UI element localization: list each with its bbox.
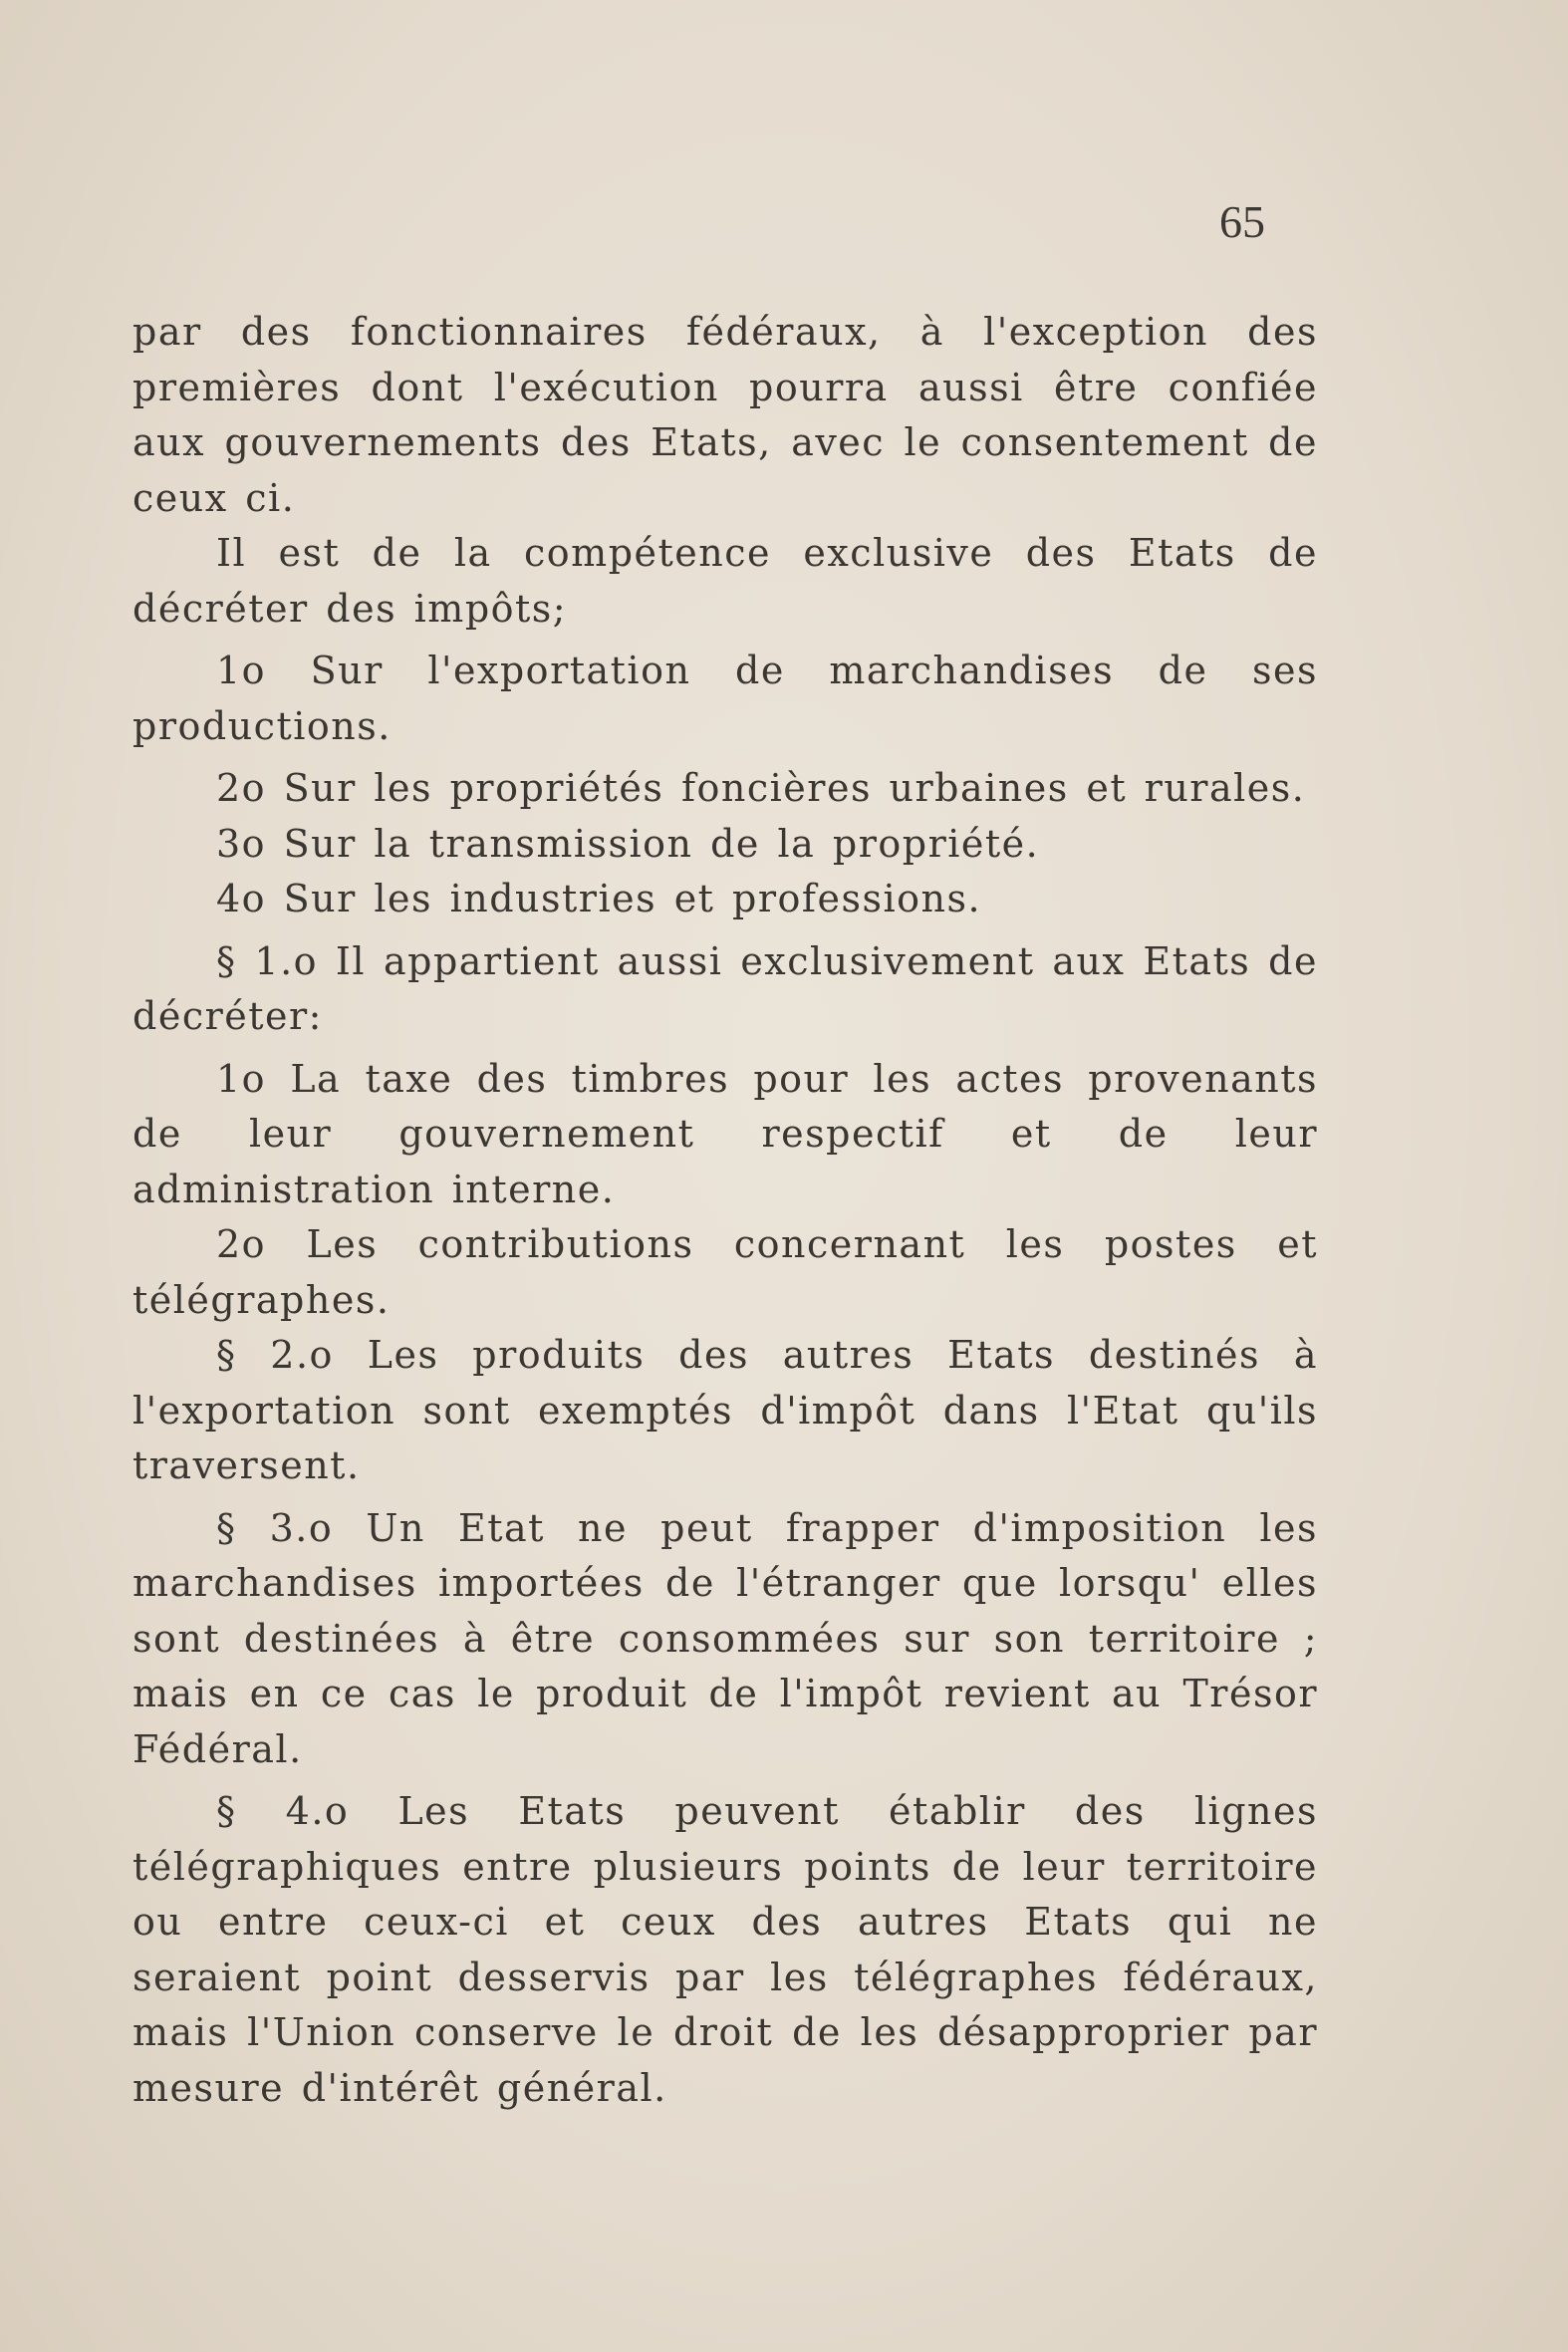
- paragraph-section-3: § 3.o Un Etat ne peut frapper d'imposition les marchandises importées de l'étranger que lorsqu' elles sont destinées à être consommées sur son territoire ; mais en ce cas le produit de l'impôt revient au Trésor Fédéral.: [132, 1505, 1318, 1771]
- paragraph-section-4: § 4.o Les Etats peuvent établir des lignes télégraphiques entre plusieurs points de leur territoire ou entre ceux-ci et ceux des autres Etats qui ne seraient point desservis par les télégraphes fédéraux, mais l'Union conserve le droit de les désapproprier par mesure d'intérêt général.: [132, 1789, 1318, 2110]
- paragraph-section-2: § 2.o Les produits des autres Etats destinés à l'exportation sont exemptés d'impôt dans l'Etat qu'ils traversent.: [132, 1333, 1318, 1487]
- paragraph-item-2: 2o Sur les propriétés foncières urbaines et rurales.: [216, 766, 1306, 810]
- paragraph-tax-competence: Il est de la compétence exclusive des Etats de décréter des impôts;: [132, 531, 1318, 631]
- page-number: 65: [1219, 196, 1265, 247]
- body-text: [132, 305, 1318, 2116]
- paragraph-section-1: § 1.o Il appartient aussi exclusivement aux Etats de décréter:: [132, 938, 1318, 1038]
- paragraph-postal-contributions: 2o Les contributions concernant les postes et télégraphes.: [132, 1222, 1318, 1322]
- paragraph-item-4: 4o Sur les industries et professions.: [216, 877, 982, 920]
- paragraph-stamp-tax: 1o La taxe des timbres pour les actes provenants de leur gouvernement respectif et de leur administration interne.: [132, 1056, 1318, 1211]
- paragraph-continuation: par des fonctionnaires fédéraux, à l'exception des premières dont l'exécution pourra aussi être confiée aux gouvernements des Etats, avec le consentement de ceux ci.: [132, 310, 1318, 520]
- paragraph-item-1: 1o Sur l'exportation de marchandises de ses productions.: [132, 649, 1318, 748]
- paragraph-item-3: 3o Sur la transmission de la propriété.: [216, 821, 1040, 866]
